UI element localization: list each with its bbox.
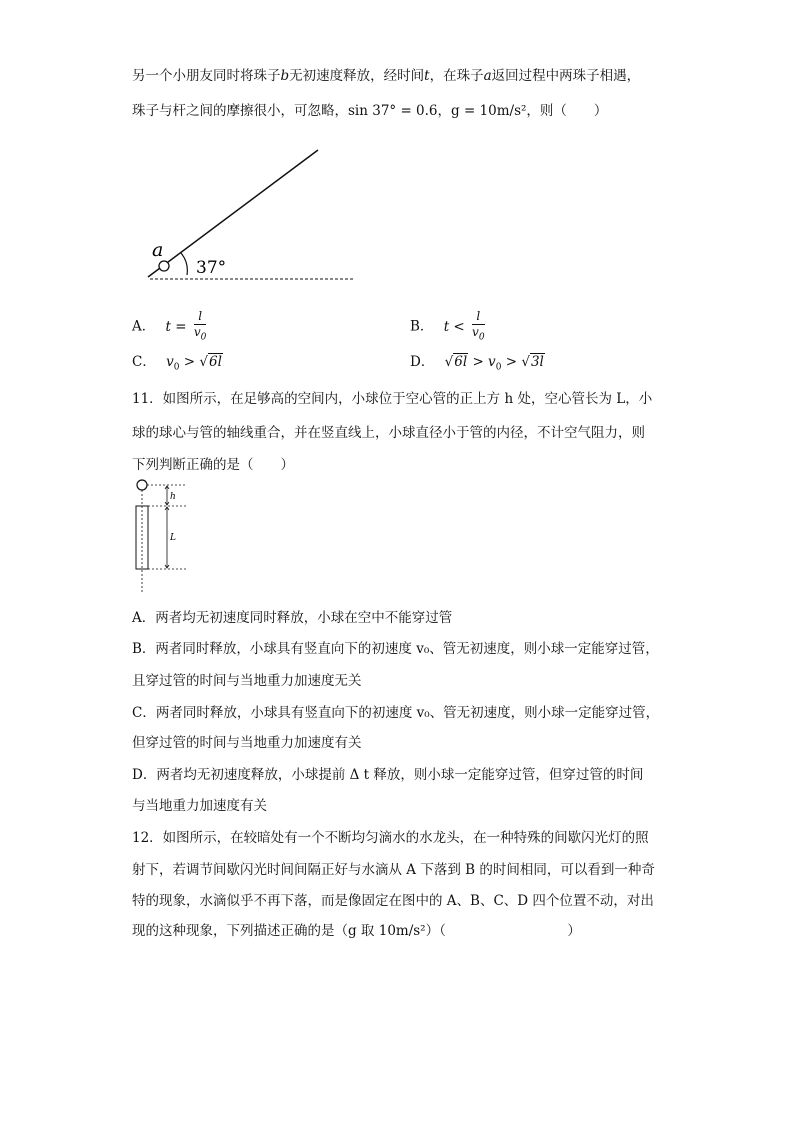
fraction-numerator: l <box>194 309 207 325</box>
q12-text-line-3: 特的现象，水滴似乎不再下落，而是像固定在图中的 A、B、C、D 四个位置不动，对出 <box>132 893 654 909</box>
text-var: t <box>424 68 430 84</box>
ball-tube-figure <box>125 475 205 595</box>
text-segment: ，在珠子 <box>429 68 484 84</box>
fraction <box>194 309 207 345</box>
den-sub: 0 <box>200 332 207 343</box>
angle-arc <box>181 253 187 275</box>
fraction-numerator: l <box>472 309 485 325</box>
bead-a-circle <box>159 261 169 271</box>
text-segment: 返回过程中两珠子相遇， <box>491 68 641 84</box>
den-var: v <box>193 325 201 339</box>
fraction-denominator <box>472 325 485 345</box>
angle-label: 37° <box>196 258 227 278</box>
sqrt: √6l <box>444 354 468 370</box>
fraction-denominator <box>194 325 207 345</box>
math-var: v <box>166 354 174 370</box>
q10-option-b <box>410 309 485 345</box>
math-op: > <box>179 354 200 370</box>
q12-text-line-2: 射下，若调节间歇闪光时间间隔正好与水滴从 A 下落到 B 的时间相同，可以看到一种奇 <box>132 862 655 878</box>
sqrt: √3l <box>521 354 544 370</box>
sqrt-radicand: 3l <box>530 354 544 370</box>
text-var: b <box>280 68 290 84</box>
sqrt: √6l <box>199 354 222 370</box>
q11-text-line-3: 下列判断正确的是（ ） <box>132 457 294 473</box>
q10-option-c <box>132 352 223 378</box>
math-lhs: t = <box>165 318 187 335</box>
q11-option-d-line-1: D．两者均无初速度释放，小球提前 Δ t 释放，则小球一定能穿过管，但穿过管的时间 <box>132 767 644 783</box>
q10-text-line-1 <box>132 66 640 86</box>
bead-a-label: a <box>152 239 164 261</box>
q11-text-line-1: 11．如图所示，在足够高的空间内，小球位于空心管的正上方 h 处，空心管长为 L，小 <box>132 391 653 407</box>
h-label: h <box>170 492 176 502</box>
q11-option-a: A．两者均无初速度同时释放，小球在空中不能穿过管 <box>132 610 453 626</box>
inclined-rod-figure <box>140 145 370 290</box>
q11-text-line-2: 球的球心与管的轴线重合，并在竖直线上，小球直径小于管的内径，不计空气阻力，则 <box>132 425 645 441</box>
math-sub: 0 <box>495 362 502 373</box>
math-lhs: t < <box>443 318 465 335</box>
math-op: > v <box>468 354 496 370</box>
sqrt-radicand: 6l <box>209 354 222 370</box>
q10-text-line-2: 珠子与杆之间的摩擦很小，可忽略，sin 37° = 0.6，g = 10m/s²，则（ ） <box>132 103 608 119</box>
den-var: v <box>472 325 479 339</box>
q11-option-b-line-2: 且穿过管的时间与当地重力加速度无关 <box>132 673 362 689</box>
option-label: A． <box>132 318 156 335</box>
q11-option-c-line-2: 但穿过管的时间与当地重力加速度有关 <box>132 735 362 751</box>
ball-circle <box>137 480 147 490</box>
q10-option-a <box>132 309 206 345</box>
q10-option-d <box>410 352 545 378</box>
sqrt-radicand: 6l <box>454 354 468 370</box>
option-label: B． <box>410 318 434 335</box>
text-segment: 无初速度释放，经时间 <box>289 68 425 84</box>
option-label: D． <box>410 354 435 370</box>
fraction <box>472 309 485 345</box>
q11-option-b-line-1: B．两者同时释放，小球具有竖直向下的初速度 v₀、管无初速度，则小球一定能穿过管， <box>132 641 659 657</box>
math-sub: 0 <box>173 362 180 373</box>
math-op: > <box>501 354 522 370</box>
q12-text-line-4: 现的这种现象，下列描述正确的是（g 取 10m/s²）（ ） <box>132 923 581 939</box>
option-label: C． <box>132 354 156 370</box>
L-label: L <box>170 533 176 543</box>
text-var: a <box>483 68 492 84</box>
den-sub: 0 <box>478 332 485 343</box>
q11-option-d-line-2: 与当地重力加速度有关 <box>132 798 267 814</box>
q12-text-line-1: 12．如图所示，在较暗处有一个不断均匀滴水的水龙头，在一种特殊的间歇闪光灯的照 <box>132 830 649 846</box>
rod-line <box>148 150 318 277</box>
text-segment: 另一个小朋友同时将珠子 <box>132 68 281 84</box>
q11-option-c-line-1: C．两者同时释放，小球具有竖直向下的初速度 v₀、管无初速度，则小球一定能穿过管， <box>132 705 660 721</box>
